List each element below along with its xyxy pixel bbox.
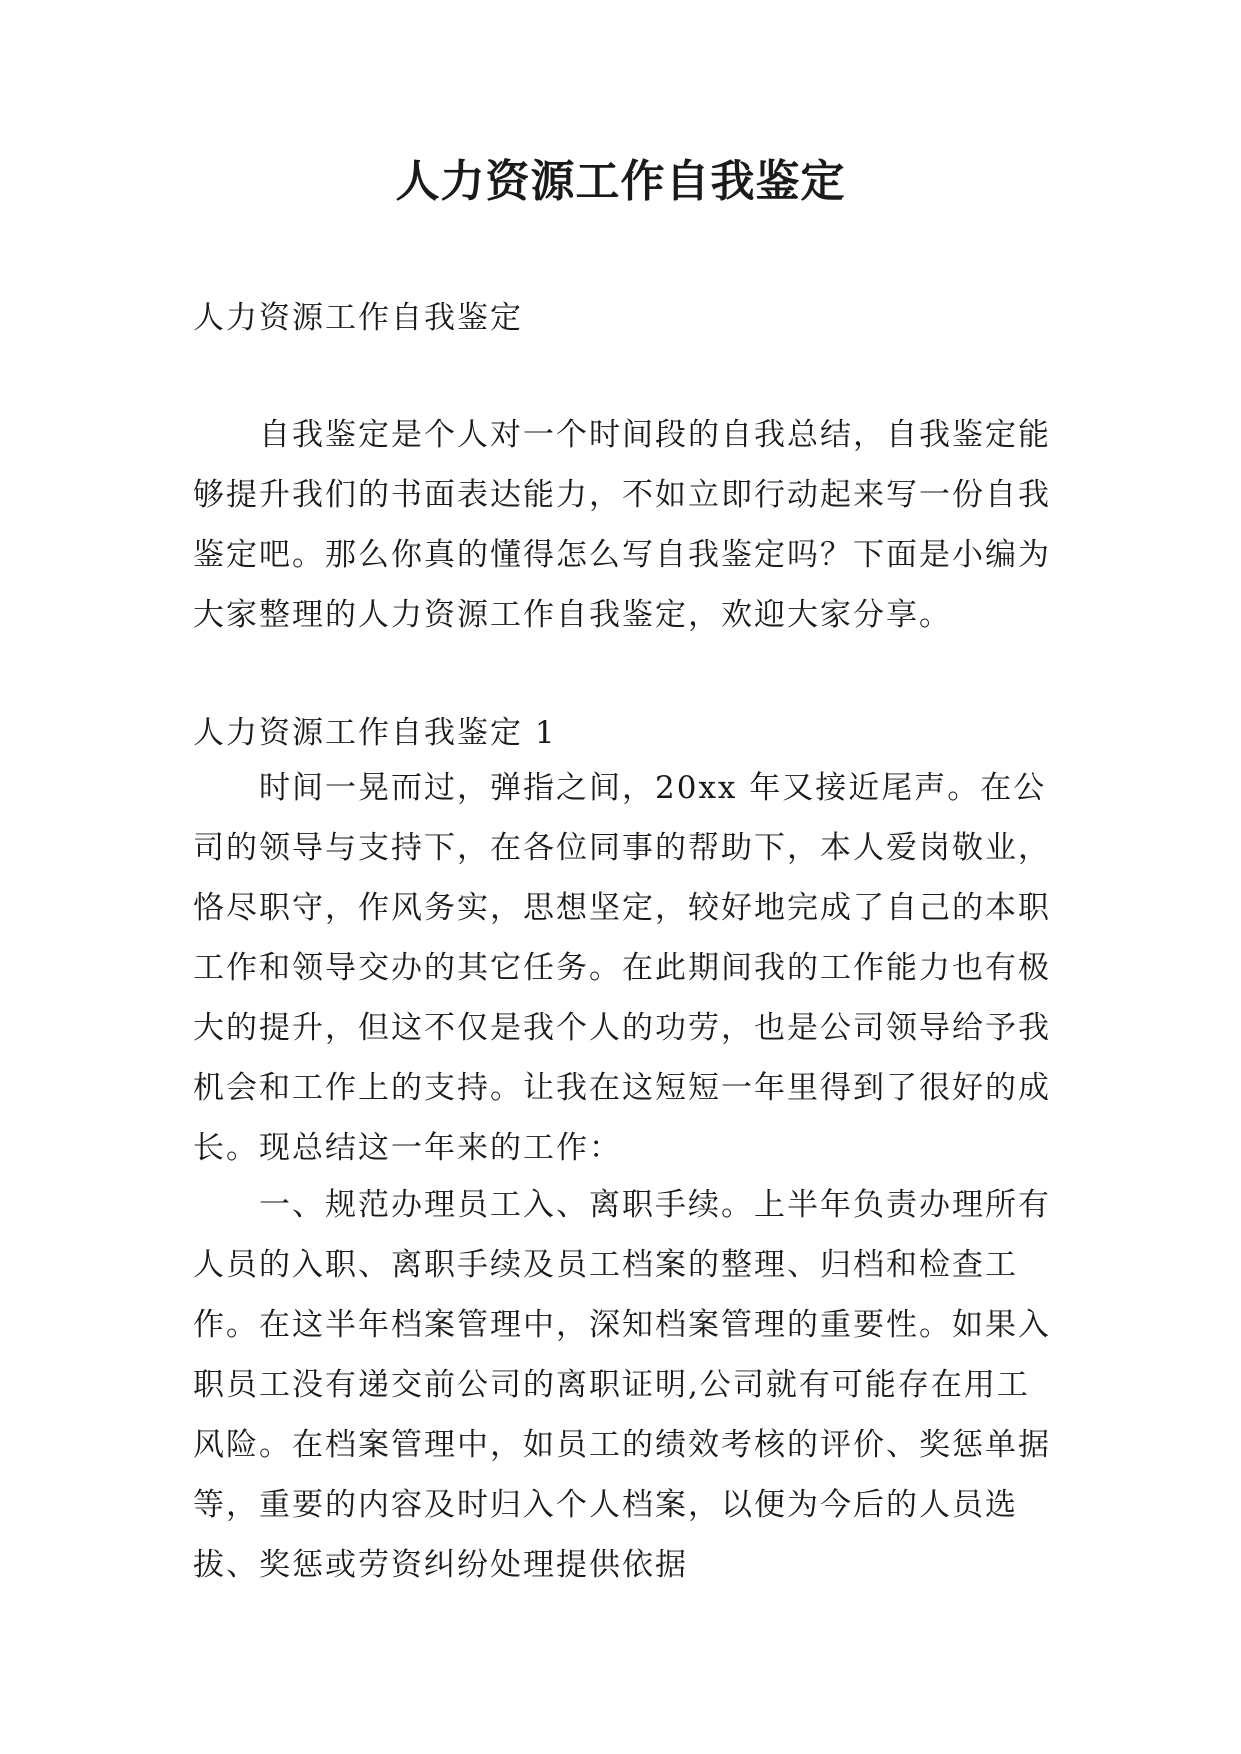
body-paragraph-1: 时间一晃而过，弹指之间，20xx 年又接近尾声。在公司的领导与支持下，在各位同事的帮助下，本人爱岗敬业，恪尽职守，作风务实，思想坚定，较好地完成了自己的本职工作和领导交办的其它任务。在此期间我的工作能力也有极大的提升，但这不仅是我个人的功劳，也是公司领导给予我机会和工作上的支持。让我在这短短一年里得到了很好的成长。现总结这一年来的工作：	[193, 770, 1051, 1166]
section-heading: 人力资源工作自我鉴定 1	[193, 715, 557, 751]
body-paragraph-2: 一、规范办理员工入、离职手续。上半年负责办理所有人员的入职、离职手续及员工档案的整理、归档和检查工作。在这半年档案管理中，深知档案管理的重要性。如果入职员工没有递交前公司的离职证明,公司就有可能存在用工风险。在档案管理中，如员工的绩效考核的评价、奖惩单据等，重要的内容及时归入个人档案，以便为今后的人员选拔、奖惩或劳资纠纷处理提供依据	[193, 1187, 1051, 1583]
document-subtitle: 人力资源工作自我鉴定	[193, 300, 523, 336]
document-title: 人力资源工作自我鉴定	[395, 156, 846, 207]
intro-paragraph: 自我鉴定是个人对一个时间段的自我总结，自我鉴定能够提升我们的书面表达能力，不如立即行动起来写一份自我鉴定吧。那么你真的懂得怎么写自我鉴定吗？下面是小编为大家整理的人力资源工作自我鉴定，欢迎大家分享。	[193, 417, 1051, 633]
